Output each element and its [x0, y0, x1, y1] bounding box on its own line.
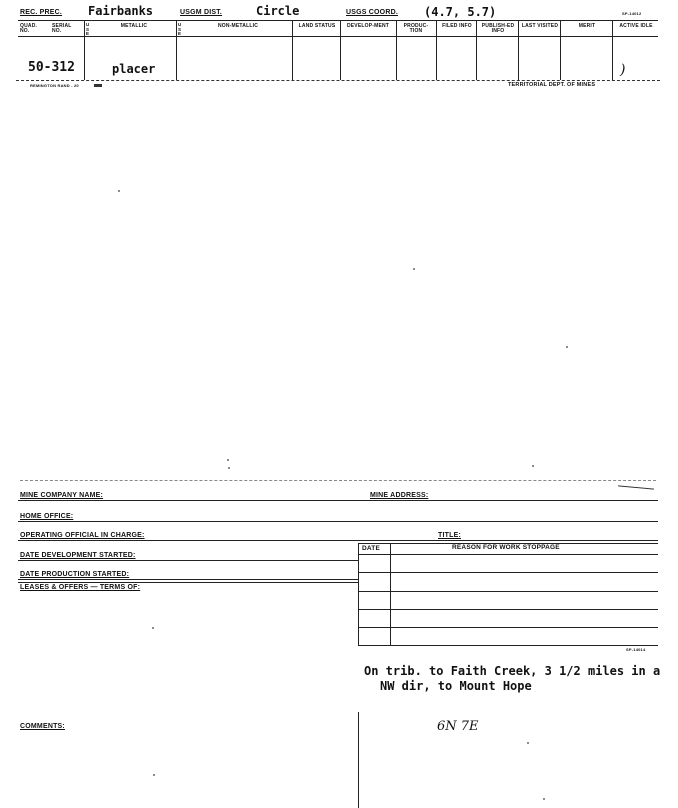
scan-speck: [527, 742, 529, 744]
date-header: DATE: [362, 545, 381, 552]
col-development: DEVELOP-MENT: [346, 23, 390, 29]
scan-speck: [152, 627, 154, 629]
official-row-line: [18, 540, 658, 541]
col-active-idle: ACTIVE IDLE: [619, 23, 653, 29]
stoppage-left-edge: [358, 543, 359, 646]
col-metallic: METALLIC: [120, 23, 148, 29]
rec-prec-label: REC. PREC.: [20, 9, 63, 16]
stoppage-row-line: [358, 591, 658, 592]
date-production-label: DATE PRODUCTION STARTED:: [20, 571, 130, 578]
stoppage-row-line: [358, 572, 658, 573]
production-row-line-2: [18, 582, 358, 583]
col-published-info: PUBLISH-ED INFO: [481, 23, 515, 35]
handwritten-note: 6N 7E: [437, 719, 479, 734]
operating-official-label: OPERATING OFFICIAL IN CHARGE:: [20, 532, 145, 539]
production-row-line: [18, 579, 358, 580]
col-use-2: USE: [178, 22, 182, 36]
metallic-value: placer: [112, 62, 156, 76]
col-production: PRODUC-TION: [403, 23, 429, 35]
scan-speck: [227, 459, 229, 461]
stoppage-row-line: [358, 609, 658, 610]
reason-header: REASON FOR WORK STOPPAGE: [452, 544, 560, 551]
mine-address-label: MINE ADDRESS:: [370, 492, 429, 499]
usgm-dist-value: Circle: [256, 4, 300, 18]
stoppage-header-bottom: [358, 554, 658, 555]
scan-speck: [566, 346, 568, 348]
company-row-line: [18, 500, 658, 501]
col-divider: [340, 21, 341, 80]
col-use-1: USE: [86, 22, 90, 36]
usgm-dist-label: USGM DIST.: [180, 9, 223, 16]
col-divider: [476, 21, 477, 80]
idle-mark: ): [620, 62, 626, 78]
form-code-top: SP-14012: [622, 11, 642, 16]
leases-label: LEASES & OFFERS — TERMS OF:: [20, 584, 141, 591]
mine-company-name-label: MINE COMPANY NAME:: [20, 492, 104, 499]
scan-speck: [532, 465, 534, 467]
form-code-bottom: SP-14014: [626, 647, 646, 652]
col-divider: [518, 21, 519, 80]
col-divider: [436, 21, 437, 80]
stoppage-row-line: [358, 645, 658, 646]
col-filed-info: FILED INFO: [442, 23, 472, 29]
header-underline: [18, 20, 658, 21]
development-row-line: [18, 560, 358, 561]
comments-divider: [358, 712, 359, 808]
home-office-label: HOME OFFICE:: [20, 513, 74, 520]
serial-value: 50-312: [28, 60, 75, 75]
card-corner-mark: [618, 485, 654, 489]
col-divider: [84, 21, 85, 80]
col-divider: [176, 21, 177, 80]
footer-mark: [94, 84, 102, 87]
footer-left: REMINGTON RAND - 20: [30, 83, 79, 88]
col-nonmetallic: NON-METALLIC: [217, 23, 259, 29]
stoppage-date-divider: [390, 543, 391, 646]
col-serial: SERIAL NO.: [52, 23, 72, 35]
col-divider: [292, 21, 293, 80]
col-divider: [612, 21, 613, 80]
scan-speck: [153, 774, 155, 776]
scan-speck: [543, 798, 545, 800]
usgs-coord-value: (4.7, 5.7): [424, 5, 497, 19]
card-cut-line: [16, 80, 660, 81]
location-line-2: NW dir, to Mount Hope: [380, 679, 532, 693]
scan-speck: [228, 467, 230, 469]
location-line-1: On trib. to Faith Creek, 3 1/2 miles in a: [364, 664, 661, 678]
usgs-coord-label: USGS COORD.: [346, 9, 398, 16]
card-top-dashed: [20, 480, 656, 481]
stoppage-row-line: [358, 627, 658, 628]
col-land-status: LAND STATUS: [298, 23, 336, 29]
col-divider: [396, 21, 397, 80]
rec-prec-value: Fairbanks: [88, 4, 154, 18]
col-merit: MERIT: [578, 23, 596, 29]
date-development-label: DATE DEVELOPMENT STARTED:: [20, 552, 136, 559]
home-office-line: [18, 521, 658, 522]
column-header-underline: [18, 36, 658, 37]
scan-speck: [118, 190, 120, 192]
footer-right: TERRITORIAL DEPT. OF MINES: [508, 82, 596, 88]
title-label: TITLE:: [438, 532, 461, 539]
scan-speck: [413, 268, 415, 270]
col-divider: [560, 21, 561, 80]
col-last-visited: LAST VISITED: [521, 23, 559, 29]
comments-label: COMMENTS:: [20, 723, 65, 730]
col-quad: QUAD. NO.: [20, 23, 38, 35]
